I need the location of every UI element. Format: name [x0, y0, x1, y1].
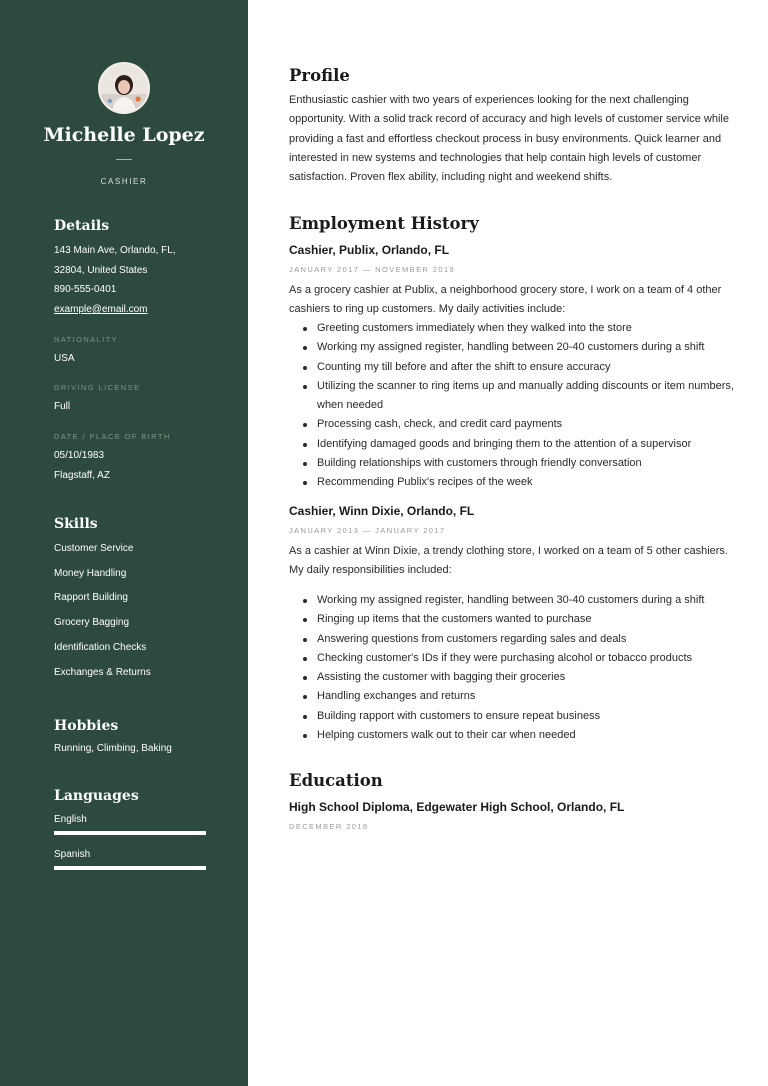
list-item: Greeting customers immediately when they walked into the store — [317, 319, 735, 338]
hobbies-heading: Hobbies — [54, 718, 119, 734]
list-item: Working my assigned register, handling between 20-40 customers during a shift — [317, 338, 735, 357]
list-item: Ringing up items that the customers wanted to purchase — [317, 610, 735, 629]
main-content — [248, 0, 768, 1086]
job-dates-1: JANUARY 2017 — NOVEMBER 2019 — [289, 265, 456, 274]
avatar — [98, 62, 150, 114]
email-link[interactable]: example@email.com — [54, 304, 148, 315]
skill-item: Money Handling — [54, 568, 127, 579]
job-title-2: Cashier, Winn Dixie, Orlando, FL — [289, 504, 475, 518]
list-item: Processing cash, check, and credit card payments — [317, 415, 735, 434]
job-title-1: Cashier, Publix, Orlando, FL — [289, 243, 450, 257]
job-description-1: As a grocery cashier at Publix, a neighborhood grocery store, I work on a team of 4 other cashiers to ring up customers. My daily activities include: — [289, 284, 722, 316]
language-name-spanish: Spanish — [54, 849, 91, 860]
birth-place: Flagstaff, AZ — [54, 470, 110, 481]
job-dates-2: JANUARY 2013 — JANUARY 2017 — [289, 526, 446, 535]
education-entry-date: DECEMBER 2018 — [289, 822, 369, 831]
skill-item: Customer Service — [54, 543, 134, 554]
job-bullets-1 — [317, 319, 735, 493]
job-bullets-2 — [317, 591, 735, 745]
list-item: Assisting the customer with bagging their groceries — [317, 668, 735, 687]
list-item: Answering questions from customers regarding sales and deals — [317, 630, 735, 649]
hobbies-text: Running, Climbing, Baking — [54, 743, 172, 754]
address-line-1: 143 Main Ave, Orlando, FL, — [54, 245, 176, 256]
nationality-value: USA — [54, 353, 75, 364]
skills-heading: Skills — [54, 516, 98, 532]
list-item: Counting my till before and after the shift to ensure accuracy — [317, 358, 735, 377]
nationality-label: NATIONALITY — [54, 335, 119, 344]
list-item: Handling exchanges and returns — [317, 687, 735, 706]
skill-item: Grocery Bagging — [54, 617, 130, 628]
job-description-2: As a cashier at Winn Dixie, a trendy clothing store, I worked on a team of 5 other cashiers. My daily responsibilities included: — [289, 545, 728, 577]
list-item: Helping customers walk out to their car when needed — [317, 726, 735, 745]
birth-date: 05/10/1983 — [54, 450, 105, 461]
list-item: Building rapport with customers to ensure repeat business — [317, 707, 735, 726]
education-entry-title: High School Diploma, Edgewater High School, Orlando, FL — [289, 800, 625, 814]
list-item: Checking customer's IDs if they were purchasing alcohol or tobacco products — [317, 649, 735, 668]
language-name-english: English — [54, 814, 87, 825]
driving-license-label: DRIVING LICENSE — [54, 383, 141, 392]
candidate-name: Michelle Lopez — [43, 124, 205, 146]
profile-text: Enthusiastic cashier with two years of experiences looking for the next challenging opportunity. With a solid track record of accuracy and high levels of customer service while providing a fast and effortless checkout process in busy environments. Quick learner and interested in new systems and technologies that help contain high levels of customer satisfaction. Proven flex ability, including night and weekend shifts. — [289, 94, 729, 184]
address-line-2: 32804, United States — [54, 265, 148, 276]
education-heading: Education — [289, 771, 383, 790]
driving-license-value: Full — [54, 401, 71, 412]
list-item: Building relationships with customers through friendly conversation — [317, 454, 735, 473]
phone-number: 890-555-0401 — [54, 284, 117, 295]
list-item: Working my assigned register, handling between 30-40 customers during a shift — [317, 591, 735, 610]
language-level-bar — [54, 831, 206, 835]
name-divider — [116, 159, 132, 160]
skill-item: Rapport Building — [54, 592, 128, 603]
list-item: Utilizing the scanner to ring items up and manually adding discounts or item numbers, when needed — [317, 377, 735, 416]
employment-heading: Employment History — [289, 214, 479, 233]
list-item: Recommending Publix's recipes of the week — [317, 473, 735, 492]
skill-item: Identification Checks — [54, 642, 147, 653]
skill-item: Exchanges & Returns — [54, 667, 151, 678]
details-heading: Details — [54, 218, 110, 234]
list-item: Identifying damaged goods and bringing them to the attention of a supervisor — [317, 435, 735, 454]
job-title: CASHIER — [100, 177, 148, 186]
profile-heading: Profile — [289, 66, 350, 85]
birth-label: DATE / PLACE OF BIRTH — [54, 432, 171, 441]
sidebar — [0, 0, 248, 1086]
languages-heading: Languages — [54, 788, 139, 804]
language-level-bar — [54, 866, 206, 870]
